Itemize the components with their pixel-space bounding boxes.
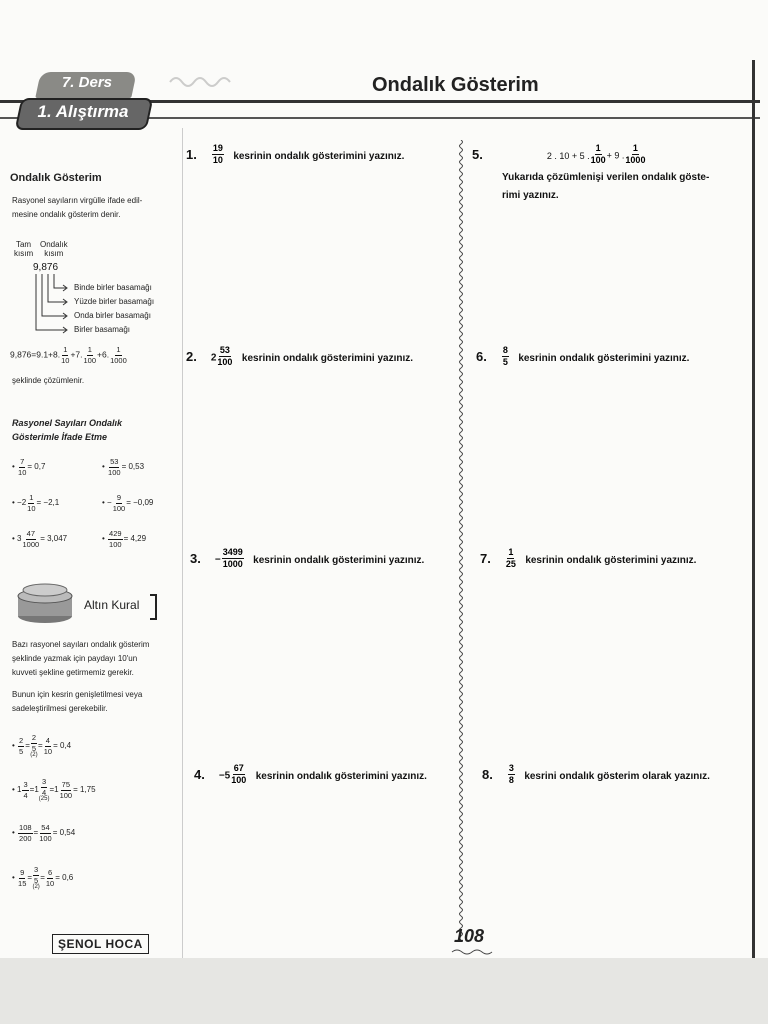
gold-rule-p1-l1: Bazı rasyonel sayıları ondalık gösterim — [12, 640, 150, 649]
right-edge-line — [752, 60, 755, 960]
wavy-divider — [456, 140, 466, 940]
decimal-part-label: Ondalık kısım — [40, 240, 68, 258]
conversion-example: • 3 $\frac{47}{1000}$ = 3,047 — [12, 529, 68, 549]
exercise-label: 1. Alıştırma — [37, 102, 129, 121]
question-5: 5. 2 . 10 + 5 . $\frac{1}{100}$ + 9 . $\frac{1}{1000}$ — [472, 143, 646, 165]
answer-area-2[interactable] — [186, 376, 446, 526]
gold-rule-title: Altın Kural — [84, 598, 140, 612]
answer-area-5[interactable] — [502, 210, 742, 330]
definition-line1: Rasyonel sayıların virgülle ifade edil- — [12, 196, 143, 205]
question-2: 2. 2 $\frac{53}{100}$ kesrinin ondalık gösterimini yazınız. — [186, 345, 414, 367]
expansion-formula: 9,876=9.1+8. $\frac{1}{10}$ +7. $\frac{1}{100}$ +6. $\frac{1}{1000}$ — [10, 345, 127, 365]
answer-area-3[interactable] — [190, 578, 450, 728]
gold-rule-bracket — [150, 594, 157, 620]
bottom-edge — [0, 958, 768, 1024]
answer-area-7[interactable] — [480, 578, 740, 728]
page-number: 108 — [454, 926, 485, 946]
gold-rule-p1-l3: kuvveti şekline getirmemiz gerekir. — [12, 668, 134, 677]
gold-rule-p2-l2: sadeleştirilmesi gerekebilir. — [12, 704, 108, 713]
place-value-4: Birler basamağı — [74, 325, 131, 334]
gold-example: • $\frac{108}{200}$ = $\frac{54}{100}$ = 0,54 — [12, 823, 76, 843]
conversion-example: • $\frac{53}{100}$ = 0,53 — [102, 457, 145, 477]
expansion-note: şeklinde çözümlenir. — [12, 376, 85, 385]
subheading-line2: Gösterimle İfade Etme — [12, 432, 108, 442]
subheading-line1: Rasyonel Sayıları Ondalık — [12, 418, 123, 428]
whole-part-label: Tam kısım — [14, 240, 34, 258]
sidebar-heading: Ondalık Gösterim — [10, 172, 102, 184]
place-value-2: Yüzde birler basamağı — [74, 297, 155, 306]
question-1: 1. $\frac{19}{10}$ kesrinin ondalık gösterimini yazınız. — [186, 143, 405, 165]
lesson-label: 7. Ders — [61, 74, 113, 91]
definition-line2: mesine ondalık gösterim denir. — [12, 210, 121, 219]
place-value-3: Onda birler basamağı — [74, 311, 151, 320]
sidebar-divider — [182, 128, 183, 958]
gold-rule-p2-l1: Bunun için kesrin genişletilmesi veya — [12, 690, 143, 699]
example-number: 9,876 — [33, 262, 59, 273]
place-value-1: Binde birler basamağı — [74, 283, 152, 292]
question-6: 6. $\frac{8}{5}$ kesrinin ondalık gösterimini yazınız. — [476, 345, 690, 367]
question-7: 7. $\frac{1}{25}$ kesrinin ondalık gösterimini yazınız. — [480, 547, 697, 569]
sidebar — [0, 128, 182, 958]
conversion-example: • −2 $\frac{1}{10}$ = −2,1 — [12, 493, 60, 513]
gold-example: • $\frac{2}{5}$ = $\frac{2}{5}$ (2) = $\frac{4}{10}$ = 0,4 — [12, 733, 72, 758]
answer-area-1[interactable] — [186, 174, 446, 324]
question-4: 4. −5 $\frac{67}{100}$ kesrinin ondalık gösterimini yazınız. — [194, 763, 427, 785]
coins-icon — [16, 580, 74, 624]
answer-area-4[interactable] — [194, 794, 454, 944]
question-5-text-l2: rimi yazınız. — [502, 190, 559, 201]
conversion-example: • $\frac{429}{100}$ = 4,29 — [102, 529, 147, 549]
conversion-example: • − $\frac{9}{100}$ = −0,09 — [102, 493, 154, 513]
decor-stamp — [168, 68, 238, 92]
question-8: 8. $\frac{3}{8}$ kesrini ondalık gösterim olarak yazınız. — [482, 763, 710, 785]
question-3: 3. − $\frac{3499}{1000}$ kesrinin ondalık gösterimini yazınız. — [190, 547, 425, 569]
author-label: ŞENOL HOCA — [52, 934, 149, 954]
page-title: Ondalık Gösterim — [372, 74, 539, 96]
conversion-example: • $\frac{7}{10}$ = 0,7 — [12, 457, 46, 477]
page-number-underline — [450, 948, 496, 956]
gold-example: • $\frac{9}{15}$ = $\frac{3}{5}$ (2) = $\frac{6}{10}$ = 0,6 — [12, 865, 74, 890]
gold-example: • 1 $\frac{3}{4}$ =1 $\frac{3}{4}$ (25) =1 $\frac{75}{100}$ = 1,75 — [12, 777, 96, 802]
answer-area-6[interactable] — [476, 376, 736, 526]
question-5-text-l1: Yukarıda çözümlenişi verilen ondalık göste- — [502, 172, 710, 183]
answer-area-8[interactable] — [482, 794, 742, 944]
gold-rule-p1-l2: şeklinde yazmak için paydayı 10'un — [12, 654, 138, 663]
